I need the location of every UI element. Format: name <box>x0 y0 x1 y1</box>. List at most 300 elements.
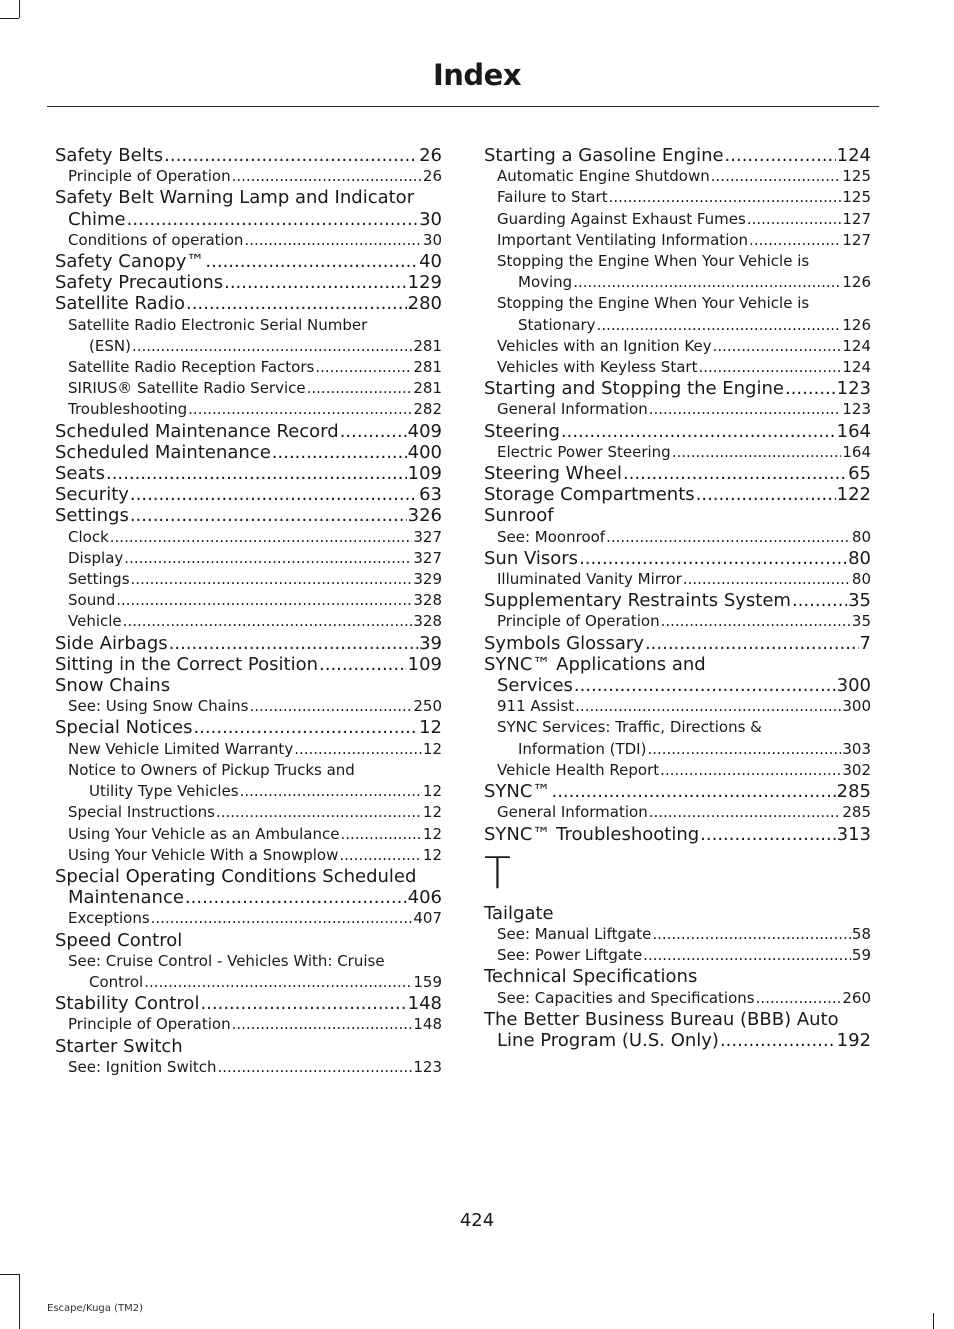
entry-text: SYNC Services: Traffic, Directions & <box>497 718 762 737</box>
dot-leader <box>307 378 413 399</box>
index-entry <box>484 966 871 987</box>
crop-mark <box>19 1274 20 1329</box>
entry-page: 281 <box>413 358 442 377</box>
index-subentry <box>484 569 871 590</box>
index-subentry <box>484 760 871 781</box>
entry-page: 35 <box>851 612 871 631</box>
dot-leader <box>652 924 851 945</box>
entry-text: Snow Chains <box>55 675 171 697</box>
dot-leader <box>661 611 851 632</box>
entry-page: 124 <box>842 336 871 355</box>
entry-text: Scheduled Maintenance <box>55 441 271 463</box>
dot-leader <box>130 484 418 505</box>
index-subentry <box>484 739 871 760</box>
entry-page: 129 <box>407 272 442 294</box>
entry-text: Supplementary Restraints System <box>484 590 791 612</box>
page-title: Index <box>432 58 522 92</box>
entry-text: 911 Assist <box>497 697 575 716</box>
index-entry <box>55 293 442 314</box>
entry-text: Maintenance <box>68 887 184 909</box>
entry-page: 126 <box>842 315 871 334</box>
dot-leader <box>130 505 407 526</box>
entry-text: Troubleshooting <box>68 400 188 419</box>
entry-text: SYNC™ <box>484 781 551 803</box>
index-entry <box>484 590 871 611</box>
entry-page: 80 <box>851 527 871 546</box>
dot-leader <box>131 569 413 590</box>
entry-text: Conditions of operation <box>68 230 244 249</box>
dot-leader <box>224 272 407 293</box>
entry-text: The Better Business Bureau (BBB) Auto <box>484 1008 839 1030</box>
entry-page: 407 <box>413 909 442 928</box>
index-entry <box>55 930 442 951</box>
index-subentry <box>484 399 871 420</box>
footer-model: Escape/Kuga (TM2) <box>47 1303 143 1314</box>
dot-leader <box>240 781 422 802</box>
entry-text: Principle of Operation <box>497 612 660 631</box>
entry-page: 329 <box>413 570 442 589</box>
entry-text: Special Notices <box>55 717 193 739</box>
entry-page: 65 <box>848 463 871 485</box>
index-entry <box>55 442 442 463</box>
entry-page: 300 <box>842 697 871 716</box>
title-rule <box>47 106 879 107</box>
entry-text: Satellite Radio Electronic Serial Number <box>68 315 368 334</box>
index-subentry <box>55 336 442 357</box>
entry-text: Special Instructions <box>68 803 215 822</box>
dot-leader <box>116 590 412 611</box>
dot-leader <box>551 781 835 802</box>
entry-page: 400 <box>407 441 442 463</box>
index-entry <box>484 675 871 696</box>
entry-text: Information (TDI) <box>518 739 647 758</box>
index-subentry <box>484 336 871 357</box>
index-subentry <box>55 548 442 569</box>
entry-page: 281 <box>413 379 442 398</box>
index-subentry <box>55 590 442 611</box>
dot-leader <box>575 696 841 717</box>
entry-page: 26 <box>419 145 442 166</box>
entry-text: Tailgate <box>484 902 554 924</box>
entry-text: Technical Specifications <box>484 966 698 988</box>
entry-text: Settings <box>68 570 130 589</box>
entry-text: Steering Wheel <box>484 463 622 485</box>
entry-text: Satellite Radio Reception Factors <box>68 358 315 377</box>
entry-page: 285 <box>836 781 871 803</box>
entry-text: Clock <box>68 527 109 546</box>
index-entry <box>55 505 442 526</box>
index-subentry <box>55 696 442 717</box>
entry-page: 12 <box>422 824 442 843</box>
entry-text: Stopping the Engine When Your Vehicle is <box>497 252 810 271</box>
entry-page: 327 <box>413 527 442 546</box>
entry-page: 30 <box>419 208 442 230</box>
dot-leader <box>720 1030 836 1051</box>
entry-page: 406 <box>407 887 442 909</box>
dot-leader <box>725 145 836 166</box>
entry-page: 285 <box>842 803 871 822</box>
index-entry <box>484 505 871 526</box>
dot-leader <box>132 336 412 357</box>
entry-page: 126 <box>842 273 871 292</box>
index-subentry <box>55 760 442 781</box>
index-entry <box>484 1009 871 1030</box>
entry-page: 159 <box>413 972 442 991</box>
entry-text: See: Capacities and Specifications <box>497 988 755 1007</box>
index-subentry <box>55 1057 442 1078</box>
entry-text: See: Moonroof <box>497 527 606 546</box>
entry-text: Stability Control <box>55 993 200 1015</box>
entry-text: Sun Visors <box>484 547 579 569</box>
entry-page: 409 <box>407 420 442 442</box>
entry-text: Vehicle Health Report <box>497 760 660 779</box>
index-subentry <box>484 251 871 272</box>
entry-page: 40 <box>419 251 442 273</box>
dot-leader <box>749 230 841 251</box>
index-entry <box>55 675 442 696</box>
entry-page: 260 <box>842 988 871 1007</box>
dot-leader <box>606 527 851 548</box>
index-subentry <box>55 781 442 802</box>
entry-page: 109 <box>407 463 442 485</box>
entry-page: 63 <box>419 484 442 506</box>
entry-text: Sunroof <box>484 505 554 527</box>
dot-leader <box>792 590 847 611</box>
entry-text: Moving <box>518 273 573 292</box>
crop-mark <box>0 1274 19 1275</box>
dot-leader <box>647 739 841 760</box>
entry-page: 59 <box>851 946 871 965</box>
entry-page: 326 <box>407 505 442 527</box>
entry-text: Stopping the Engine When Your Vehicle is <box>497 294 810 313</box>
index-subentry <box>55 399 442 420</box>
dot-leader <box>747 209 842 230</box>
dot-leader <box>623 463 847 484</box>
index-subentry <box>55 739 442 760</box>
entry-text: SIRIUS® Satellite Radio Service <box>68 379 306 398</box>
entry-page: 39 <box>419 632 442 654</box>
dot-leader <box>785 378 836 399</box>
page-number: 424 <box>459 1210 495 1231</box>
index-subentry <box>55 569 442 590</box>
index-subentry <box>55 951 442 972</box>
entry-text: Speed Control <box>55 929 183 951</box>
entry-text: Satellite Radio <box>55 293 186 315</box>
index-entry <box>55 633 442 654</box>
dot-leader <box>561 421 836 442</box>
dot-leader <box>698 357 841 378</box>
index-subentry <box>55 611 442 632</box>
index-subentry <box>484 357 871 378</box>
entry-text: Vehicles with Keyless Start <box>497 358 698 377</box>
dot-leader <box>232 1014 413 1035</box>
entry-text: SYNC™ Applications and <box>484 653 706 675</box>
entry-text: (ESN) <box>89 336 131 355</box>
entry-text: General Information <box>497 400 648 419</box>
entry-text: Principle of Operation <box>68 1015 231 1034</box>
entry-page: 35 <box>848 590 871 612</box>
index-subentry <box>484 187 871 208</box>
entry-page: 125 <box>842 167 871 186</box>
entry-text: Important Ventilating Information <box>497 230 749 249</box>
entry-text: Safety Belt Warning Lamp and Indicator <box>55 187 415 209</box>
dot-leader <box>609 187 842 208</box>
entry-page: 300 <box>836 675 871 697</box>
dot-leader <box>294 739 422 760</box>
entry-text: Special Operating Conditions Scheduled <box>55 865 417 887</box>
dot-leader <box>188 399 412 420</box>
entry-page: 282 <box>413 400 442 419</box>
entry-page: 328 <box>413 612 442 631</box>
index-entry <box>484 654 871 675</box>
entry-text: Services <box>497 675 573 697</box>
dot-leader <box>185 887 407 908</box>
entry-page: 58 <box>851 924 871 943</box>
entry-page: 127 <box>842 230 871 249</box>
entry-page: 148 <box>413 1015 442 1034</box>
entry-text: Exceptions <box>68 909 150 928</box>
index-subentry <box>55 1014 442 1035</box>
entry-text: Display <box>68 548 124 567</box>
entry-page: 192 <box>836 1029 871 1051</box>
entry-page: 123 <box>836 378 871 400</box>
entry-page: 26 <box>422 167 442 186</box>
index-subentry <box>484 166 871 187</box>
entry-text: Control <box>89 972 144 991</box>
dot-leader <box>649 399 842 420</box>
dot-leader <box>579 548 847 569</box>
index-subentry <box>484 230 871 251</box>
index-subentry <box>55 802 442 823</box>
dot-leader <box>249 696 412 717</box>
entry-text: Sitting in the Correct Position <box>55 653 318 675</box>
index-subentry <box>55 527 442 548</box>
index-subentry <box>484 945 871 966</box>
index-entry <box>55 866 442 887</box>
entry-text: Automatic Engine Shutdown <box>497 167 710 186</box>
entry-text: Seats <box>55 463 105 485</box>
index-entry <box>55 272 442 293</box>
entry-page: 80 <box>851 570 871 589</box>
dot-leader <box>169 633 418 654</box>
index-entry <box>55 251 442 272</box>
dot-leader <box>713 336 842 357</box>
entry-text: See: Power Liftgate <box>497 946 643 965</box>
dot-leader <box>645 633 859 654</box>
dot-leader <box>193 717 418 738</box>
index-subentry <box>55 378 442 399</box>
entry-page: 164 <box>842 442 871 461</box>
index-subentry <box>484 717 871 738</box>
entry-page: 125 <box>842 188 871 207</box>
entry-text: Starting and Stopping the Engine <box>484 378 784 400</box>
entry-text: Side Airbags <box>55 632 168 654</box>
dot-leader <box>315 357 412 378</box>
entry-text: Steering <box>484 420 560 442</box>
index-entry <box>55 993 442 1014</box>
dot-leader <box>696 484 836 505</box>
entry-text: Principle of Operation <box>68 167 231 186</box>
index-entry <box>55 717 442 738</box>
dot-leader <box>110 527 413 548</box>
dot-leader <box>123 611 413 632</box>
entry-text: Vehicle <box>68 612 122 631</box>
entry-text: Starter Switch <box>55 1035 183 1057</box>
dot-leader <box>232 166 422 187</box>
entry-text: Using Your Vehicle as an Ambulance <box>68 824 340 843</box>
dot-leader <box>574 675 836 696</box>
index-subentry <box>484 802 871 823</box>
entry-page: 328 <box>413 591 442 610</box>
entry-text: Sound <box>68 591 116 610</box>
crop-mark <box>933 1313 934 1329</box>
entry-text: Starting a Gasoline Engine <box>484 145 724 166</box>
entry-page: 12 <box>422 782 442 801</box>
dot-leader <box>127 209 419 230</box>
index-subentry <box>55 845 442 866</box>
entry-page: 302 <box>842 760 871 779</box>
index-entry <box>55 421 442 442</box>
index-subentry <box>484 293 871 314</box>
entry-text: New Vehicle Limited Warranty <box>68 739 294 758</box>
dot-leader <box>340 421 407 442</box>
entry-text: Scheduled Maintenance Record <box>55 420 339 442</box>
entry-page: 123 <box>413 1057 442 1076</box>
dot-leader <box>597 315 842 336</box>
index-entry <box>55 463 442 484</box>
index-entry <box>55 887 442 908</box>
index-subentry <box>484 209 871 230</box>
entry-text: Safety Canopy™ <box>55 251 205 273</box>
dot-leader <box>649 802 842 823</box>
index-subentry <box>484 611 871 632</box>
index-subentry <box>55 166 442 187</box>
entry-page: 7 <box>859 632 871 654</box>
entry-page: 280 <box>407 293 442 315</box>
entry-text: Illuminated Vanity Mirror <box>497 570 682 589</box>
entry-page: 281 <box>413 336 442 355</box>
index-entry <box>484 781 871 802</box>
dot-leader <box>339 845 422 866</box>
dot-leader <box>660 760 841 781</box>
entry-page: 124 <box>842 358 871 377</box>
entry-text: Safety Belts <box>55 145 164 166</box>
index-entry <box>484 421 871 442</box>
index-entry <box>55 145 442 166</box>
entry-page: 12 <box>422 803 442 822</box>
index-entry <box>484 548 871 569</box>
dot-leader <box>643 945 851 966</box>
entry-text: Storage Compartments <box>484 484 695 506</box>
dot-leader <box>756 988 842 1009</box>
entry-text: Utility Type Vehicles <box>89 782 239 801</box>
entry-page: 327 <box>413 548 442 567</box>
dot-leader <box>573 272 841 293</box>
entry-page: 127 <box>842 209 871 228</box>
entry-text: See: Using Snow Chains <box>68 697 249 716</box>
index-subentry <box>55 824 442 845</box>
entry-page: 124 <box>836 145 871 166</box>
index-entry <box>484 484 871 505</box>
entry-text: General Information <box>497 803 648 822</box>
index-column-left <box>55 145 442 1078</box>
dot-leader <box>144 972 412 993</box>
dot-leader <box>672 442 842 463</box>
entry-text: SYNC™ Troubleshooting <box>484 823 700 845</box>
index-subentry <box>55 357 442 378</box>
dot-leader <box>272 442 407 463</box>
index-section-letter: T <box>484 847 511 899</box>
entry-text: Safety Precautions <box>55 272 224 294</box>
dot-leader <box>700 824 835 845</box>
entry-page: 12 <box>422 845 442 864</box>
index-subentry <box>55 230 442 251</box>
index-subentry <box>484 696 871 717</box>
entry-text: See: Cruise Control - Vehicles With: Cruise <box>68 951 385 970</box>
index-entry <box>55 187 442 208</box>
entry-page: 123 <box>842 400 871 419</box>
dot-leader <box>319 654 407 675</box>
dot-leader <box>218 1057 413 1078</box>
entry-text: Line Program (U.S. Only) <box>497 1029 719 1051</box>
index-column-right <box>484 145 871 1051</box>
entry-text: Settings <box>55 505 129 527</box>
crop-mark <box>19 0 20 18</box>
index-subentry <box>55 972 442 993</box>
index-entry <box>484 145 871 166</box>
entry-page: 12 <box>422 739 442 758</box>
entry-text: Security <box>55 484 129 506</box>
index-subentry <box>484 315 871 336</box>
entry-text: See: Manual Liftgate <box>497 924 652 943</box>
dot-leader <box>186 293 407 314</box>
dot-leader <box>205 251 418 272</box>
entry-text: See: Ignition Switch <box>68 1057 217 1076</box>
dot-leader <box>124 548 412 569</box>
index-subentry <box>55 315 442 336</box>
index-entry <box>484 463 871 484</box>
index-entry <box>484 903 871 924</box>
index-subentry <box>55 908 442 929</box>
entry-page: 12 <box>419 717 442 739</box>
entry-text: Using Your Vehicle With a Snowplow <box>68 845 339 864</box>
entry-page: 122 <box>836 484 871 506</box>
entry-text: Vehicles with an Ignition Key <box>497 336 712 355</box>
index-entry <box>484 378 871 399</box>
entry-page: 109 <box>407 653 442 675</box>
index-entry <box>484 1030 871 1051</box>
dot-leader <box>164 145 418 166</box>
index-subentry <box>484 988 871 1009</box>
index-subentry <box>484 527 871 548</box>
entry-text: Notice to Owners of Pickup Trucks and <box>68 760 355 779</box>
entry-page: 303 <box>842 739 871 758</box>
entry-text: Guarding Against Exhaust Fumes <box>497 209 746 228</box>
entry-text: Chime <box>68 208 126 230</box>
index-subentry <box>484 442 871 463</box>
entry-page: 148 <box>407 993 442 1015</box>
dot-leader <box>711 166 842 187</box>
index-subentry <box>484 924 871 945</box>
crop-mark <box>0 18 19 19</box>
dot-leader <box>340 824 421 845</box>
entry-page: 80 <box>848 547 871 569</box>
entry-page: 313 <box>836 823 871 845</box>
entry-text: Electric Power Steering <box>497 442 671 461</box>
entry-page: 30 <box>422 230 442 249</box>
dot-leader <box>244 230 421 251</box>
index-entry <box>484 633 871 654</box>
